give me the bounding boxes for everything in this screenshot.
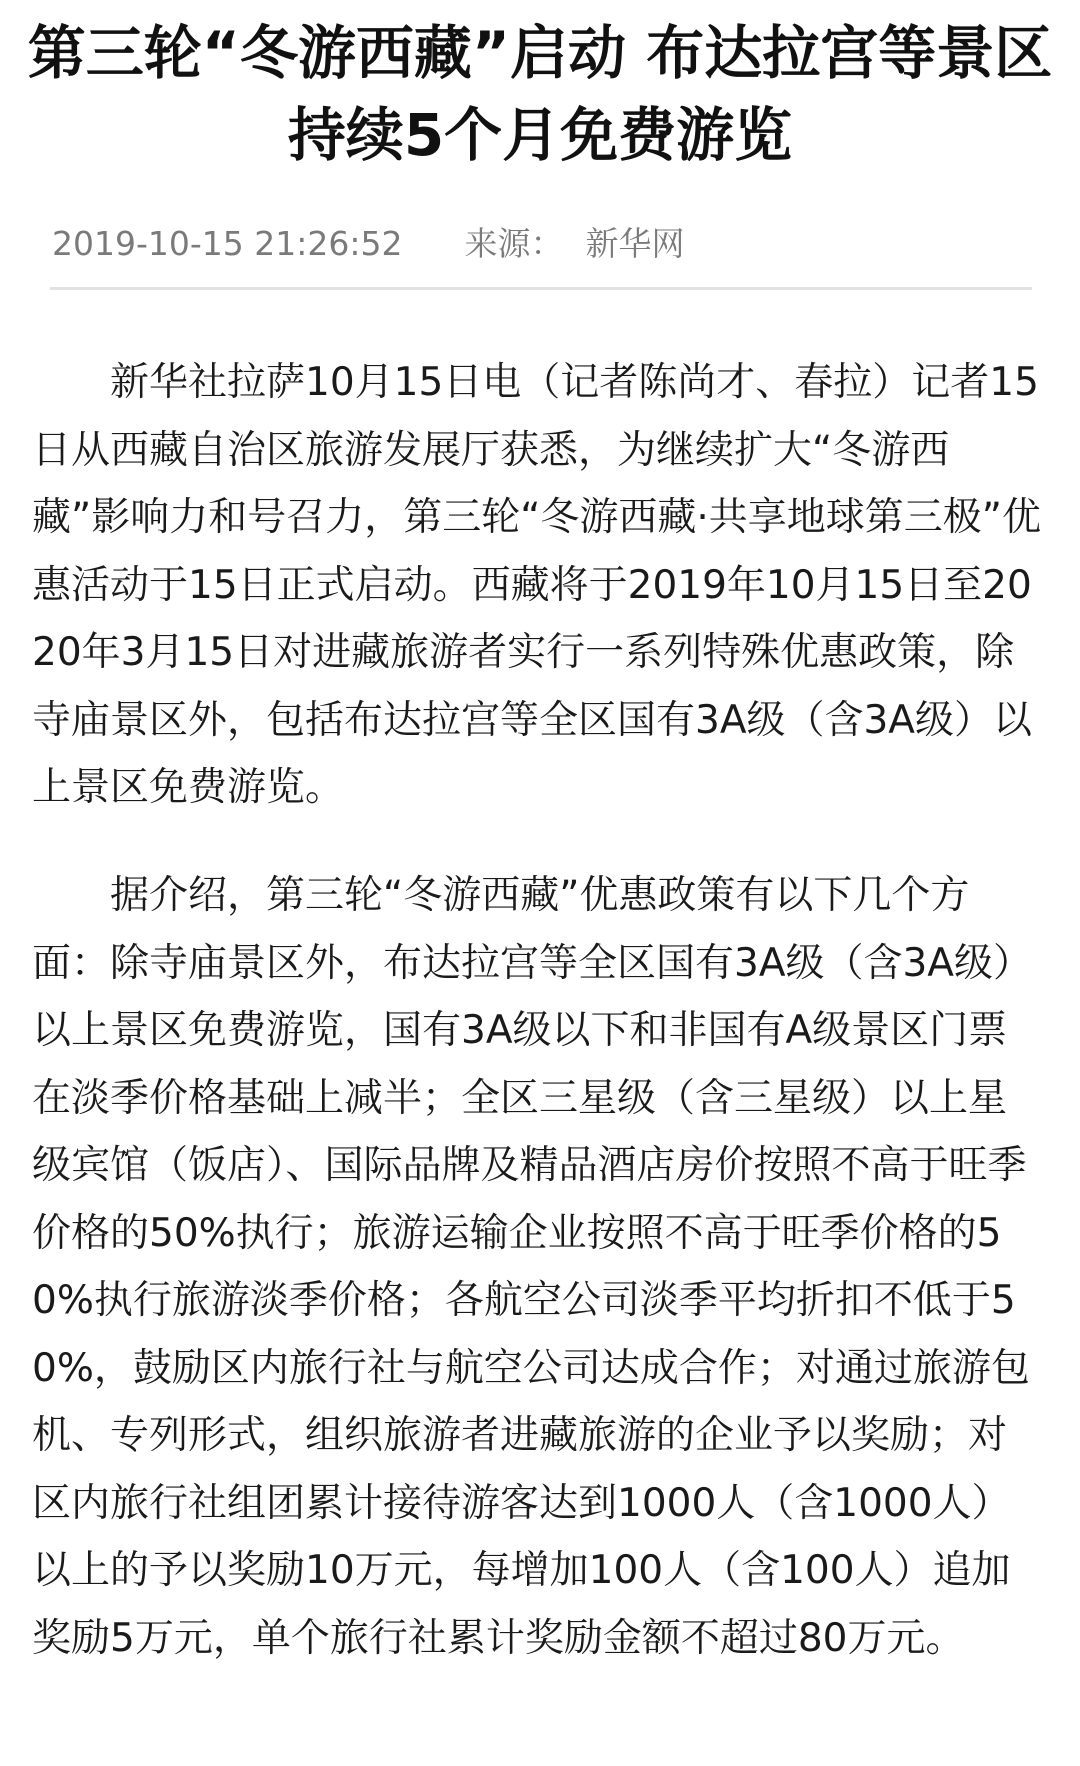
publish-datetime: 2019-10-15 21:26:52	[52, 224, 403, 263]
article-title: 第三轮“冬游西藏”启动 布达拉宫等景区持续5个月免费游览	[27, 19, 1053, 169]
article-paragraph-1: 新华社拉萨10月15日电（记者陈尚才、春拉）记者15日从西藏自治区旅游发展厅获悉，为继续扩大“冬游西藏”影响力和号召力，第三轮“冬游西藏·共享地球第三极”优惠活动于15日正式启动。西藏将于2019年10月15日至2020年3月15日对进藏旅游者实行一系列特殊优惠政策，除寺庙景区外，包括布达拉宫等全区国有3A级（含3A级）以上景区免费游览。	[32, 360, 1042, 810]
article-paragraph-2: 据介绍，第三轮“冬游西藏”优惠政策有以下几个方面：除寺庙景区外，布达拉宫等全区国有3A级（含3A级）以上景区免费游览，国有3A级以下和非国有A级景区门票在淡季价格基础上减半；全区三星级（含三星级）以上星级宾馆（饭店）、国际品牌及精品酒店房价按照不高于旺季价格的50%执行；旅游运输企业按照不高于旺季价格的50%执行旅游淡季价格；各航空公司淡季平均折扣不低于50%，鼓励区内旅行社与航空公司达成合作；对通过旅游包机、专列形式，组织旅游者进藏旅游的企业予以奖励；对区内旅行社组团累计接待游客达到1000人（含1000人）以上的予以奖励10万元，每增加100人（含100人）追加奖励5万元，单个旅行社累计奖励金额不超过80万元。	[32, 873, 1032, 1661]
source-label: 来源：	[464, 224, 564, 263]
meta-divider	[50, 287, 1032, 290]
source-name: 新华网	[585, 224, 685, 263]
article-meta	[52, 222, 684, 266]
